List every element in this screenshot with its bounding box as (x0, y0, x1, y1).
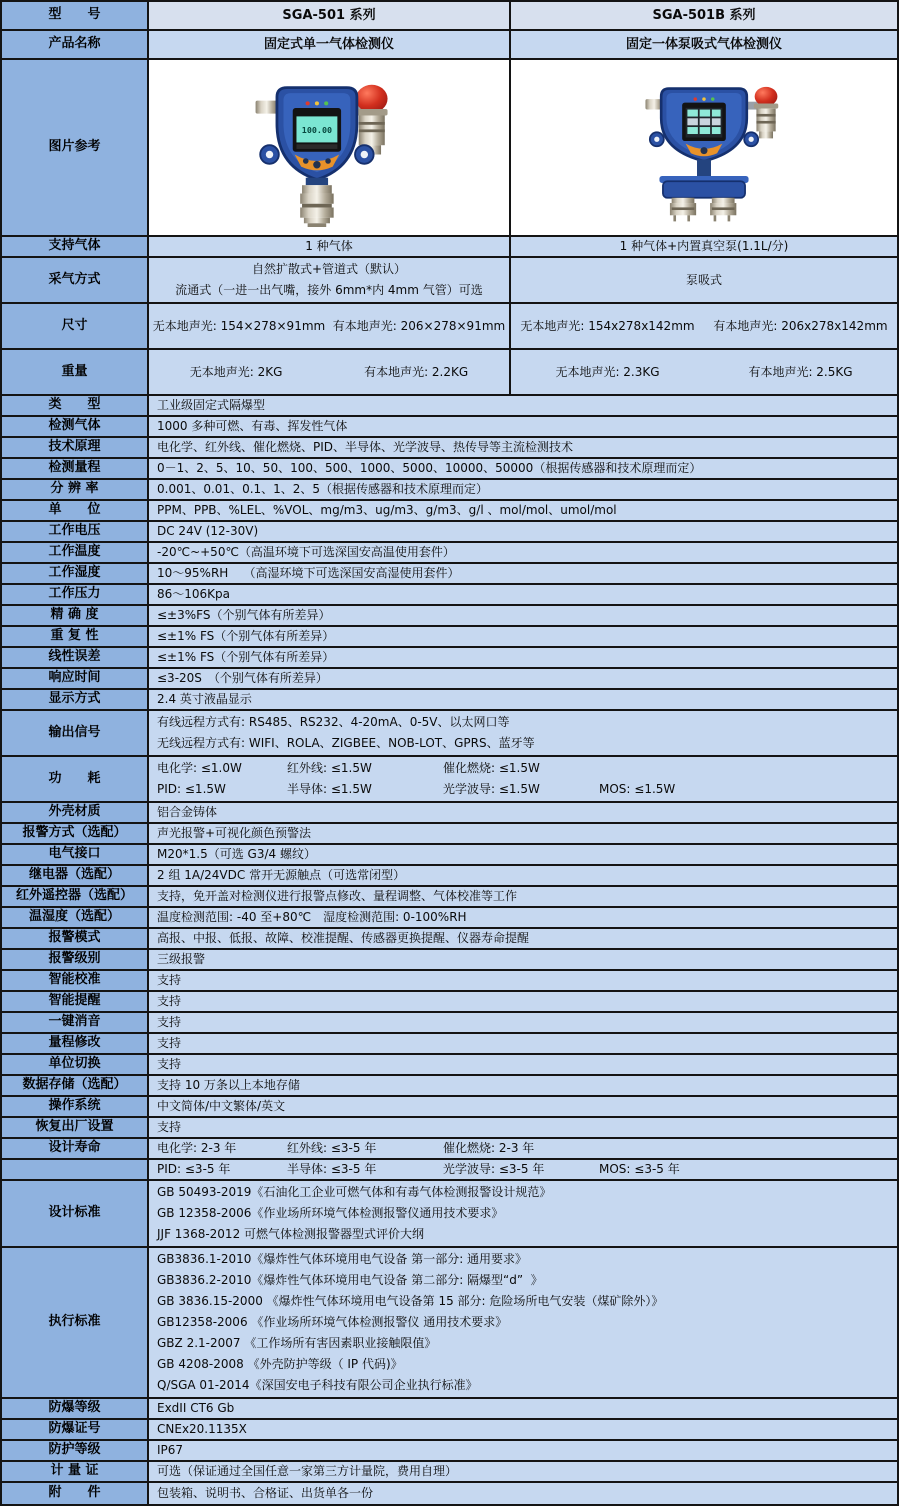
value-cell (149, 1483, 897, 1504)
product-image-sga501b (621, 68, 787, 228)
value-cell (149, 887, 897, 906)
device-body (661, 88, 747, 161)
value-cell (149, 606, 897, 625)
row-value-item: 红外线: ≤1.5W (287, 761, 372, 775)
value-cell (149, 950, 897, 969)
value-cell (149, 1076, 897, 1095)
row-label: 检测气体 (2, 417, 149, 436)
row-value-item: MOS: ≤1.5W (599, 782, 676, 796)
row-value-line: 支持 (157, 1057, 182, 1071)
row-value-line: 有本地声光: 206×278×91mm (332, 318, 506, 333)
table-row (2, 1399, 897, 1420)
row-label: 技术原理 (2, 438, 149, 457)
table-row (2, 522, 897, 543)
value-cell (149, 627, 897, 646)
row-value-line: 铝合金铸体 (157, 805, 218, 819)
row-value-line: 中文简体/中文繁体/英文 (157, 1099, 286, 1113)
row-label: 智能校准 (2, 971, 149, 990)
value-cell (149, 803, 897, 822)
row-value-line: SGA-501 系列 (282, 8, 376, 23)
value-cell (149, 459, 897, 478)
value-cell-left (149, 304, 511, 348)
row-label: 红外遥控器（选配） (2, 887, 149, 906)
table-row (2, 1248, 897, 1399)
table-row (2, 438, 897, 459)
table-row (2, 1483, 897, 1504)
row-value-line: 支持，免开盖对检测仪进行报警点修改、量程调整、气体校准等工作 (157, 889, 518, 903)
table-row (2, 606, 897, 627)
value-cell (149, 669, 897, 688)
value-cell (149, 522, 897, 541)
value-cell (149, 1420, 897, 1439)
row-value-line: 支持 (157, 1036, 182, 1050)
row-value-line: 无本地声光: 2.3KG (555, 364, 660, 379)
row-label: 功 耗 (2, 757, 149, 801)
row-label: 精 确 度 (2, 606, 149, 625)
row-value-line: 2 组 1A/24VDC 常开无源触点（可选常闭型） (157, 868, 406, 882)
table-row (2, 1097, 897, 1118)
row-value-line: ≤±1% FS（个别气体有所差异） (157, 629, 335, 643)
table-row (2, 690, 897, 711)
row-label: 报警模式 (2, 929, 149, 948)
table-row (2, 564, 897, 585)
row-label: 量程修改 (2, 1034, 149, 1053)
table-row (2, 31, 897, 60)
table-row (2, 1160, 897, 1181)
value-cell (149, 992, 897, 1011)
row-value-line: 流通式（一进一出气嘴，接外 6mm*内 4mm 气管）可选 (175, 283, 483, 297)
row-label: 防爆证号 (2, 1420, 149, 1439)
device-body (277, 87, 357, 179)
value-cell (149, 908, 897, 927)
row-label: 恢复出厂设置 (2, 1118, 149, 1137)
table-row (2, 803, 897, 824)
table-row (2, 396, 897, 417)
image-cell-sga501 (149, 60, 511, 235)
table-row (2, 950, 897, 971)
table-row (2, 908, 897, 929)
row-value-line: GB12358-2006 《作业场所环境气体检测报警仪 通用技术要求》 (157, 1315, 508, 1329)
pump-sensors (670, 197, 736, 221)
row-value-item: 红外线: ≤3-5 年 (287, 1141, 377, 1155)
row-value-line: 有本地声光: 2.2KG (364, 364, 469, 379)
device-screen (293, 108, 341, 152)
row-value-line (157, 1160, 897, 1179)
row-value-line: Q/SGA 01-2014《深国安电子科技有限公司企业执行标准》 (157, 1378, 478, 1392)
product-image-sga501 (250, 68, 408, 228)
table-row (2, 417, 897, 438)
table-row (2, 866, 897, 887)
table-row (2, 350, 897, 396)
table-row (2, 992, 897, 1013)
pump-base (659, 159, 748, 197)
row-label: 响应时间 (2, 669, 149, 688)
value-cell (149, 1055, 897, 1074)
row-label: 类 型 (2, 396, 149, 415)
table-row (2, 237, 897, 258)
value-cell-right (511, 31, 897, 58)
row-value-line: 2.4 英寸液晶显示 (157, 692, 252, 706)
table-row (2, 543, 897, 564)
row-value-line: 工业级固定式隔爆型 (157, 398, 266, 412)
table-row (2, 1462, 897, 1483)
row-value-line: GB3836.2-2010《爆炸性气体环境用电气设备 第二部分: 隔爆型“d” 》 (157, 1273, 543, 1287)
row-value-item: 催化燃烧: ≤1.5W (443, 761, 540, 775)
row-label: 采气方式 (2, 258, 149, 302)
row-value-item: 光学波导: ≤3-5 年 (443, 1162, 545, 1176)
row-label: 操作系统 (2, 1097, 149, 1116)
row-value-item: 半导体: ≤1.5W (287, 782, 372, 796)
row-value-line: GB 12358-2006《作业场所环境气体检测报警仪通用技术要求》 (157, 1206, 504, 1220)
value-cell (149, 1118, 897, 1137)
value-cell (149, 480, 897, 499)
row-value-line: 支持 (157, 1015, 182, 1029)
value-cell (149, 1462, 897, 1481)
row-value-line: 无本地声光: 154×278×91mm (152, 318, 326, 333)
value-cell-right (511, 304, 897, 348)
row-value-line: 1 种气体 (305, 239, 353, 253)
row-value-line: GB 50493-2019《石油化工企业可燃气体和有毒气体检测报警设计规范》 (157, 1185, 552, 1199)
value-cell-left (149, 2, 511, 29)
row-label: 支持气体 (2, 237, 149, 256)
row-label: 重 复 性 (2, 627, 149, 646)
value-cell (149, 824, 897, 843)
row-value-line (157, 758, 897, 779)
value-cell (149, 1248, 897, 1397)
row-label: 工作湿度 (2, 564, 149, 583)
value-cell-right (511, 2, 897, 29)
value-cell (149, 1097, 897, 1116)
table-row (2, 480, 897, 501)
value-cell (149, 866, 897, 885)
row-value-line: 电化学、红外线、催化燃烧、PID、半导体、光学波导、热传导等主流检测技术 (157, 440, 574, 454)
table-row (2, 1181, 897, 1248)
row-label: 尺寸 (2, 304, 149, 348)
row-label: 外壳材质 (2, 803, 149, 822)
row-label: 工作温度 (2, 543, 149, 562)
table-row (2, 60, 897, 237)
value-cell-left (149, 31, 511, 58)
row-label: 电气接口 (2, 845, 149, 864)
row-value-item: 催化燃烧: 2-3 年 (443, 1141, 535, 1155)
value-cell-right (511, 350, 897, 394)
row-label: 单 位 (2, 501, 149, 520)
table-row (2, 669, 897, 690)
row-value-line: GB 4208-2008 《外壳防护等级（ IP 代码)》 (157, 1357, 403, 1371)
row-value-line: 可选（保证通过全国任意一家第三方计量院，费用自理） (157, 1464, 458, 1478)
sensor-head (300, 177, 333, 226)
row-value-line: 包装箱、说明书、合格证、出货单各一份 (157, 1486, 374, 1500)
value-cell (149, 757, 897, 801)
value-cell (149, 396, 897, 415)
value-cell (149, 543, 897, 562)
table-row (2, 929, 897, 950)
value-cell (149, 438, 897, 457)
row-value-line: GBZ 2.1-2007 《工作场所有害因素职业接触限值》 (157, 1336, 437, 1350)
table-row (2, 845, 897, 866)
value-cell (149, 585, 897, 604)
row-label: 附 件 (2, 1483, 149, 1504)
value-cell (149, 1441, 897, 1460)
table-row (2, 2, 897, 31)
row-value-item: MOS: ≤3-5 年 (599, 1162, 680, 1176)
image-cell-sga501b (511, 60, 897, 235)
row-label: 智能提醒 (2, 992, 149, 1011)
row-label: 型 号 (2, 2, 149, 29)
table-row (2, 1420, 897, 1441)
table-row (2, 258, 897, 304)
device-screen-value: 100.00 (301, 124, 333, 135)
table-row (2, 1441, 897, 1462)
row-label: 数据存储（选配） (2, 1076, 149, 1095)
row-value-line: 1000 多种可燃、有毒、挥发性气体 (157, 419, 348, 433)
row-value-line: ≤3-20S （个别气体有所差异） (157, 671, 328, 685)
row-value-line: 固定式单一气体检测仪 (263, 37, 394, 52)
value-cell-right (511, 258, 897, 302)
row-value-line: GB 3836.15-2000 《爆炸性气体环境用电气设备第 15 部分: 危险场所电气安装（煤矿除外）》 (157, 1294, 664, 1308)
row-label: 工作压力 (2, 585, 149, 604)
row-value-line: 无线远程方式有: WIFI、ROLA、ZIGBEE、NOB-LOT、GPRS、蓝牙等 (157, 736, 535, 750)
value-cell-left (149, 237, 511, 256)
table-row (2, 971, 897, 992)
value-cell (149, 1181, 897, 1246)
table-row (2, 824, 897, 845)
row-value-line: ≤±1% FS（个别气体有所差异） (157, 650, 335, 664)
row-label (2, 1160, 149, 1179)
value-cell (149, 929, 897, 948)
row-value-line: 1 种气体+内置真空泵(1.1L/分) (619, 239, 789, 253)
value-cell (149, 564, 897, 583)
value-cell (149, 690, 897, 709)
row-value-line: 声光报警+可视化颜色预警法 (157, 826, 312, 840)
row-value-line: JJF 1368-2012 可燃气体检测报警器型式评价大纲 (157, 1227, 425, 1241)
value-cell (149, 711, 897, 755)
row-label: 执行标准 (2, 1248, 149, 1397)
value-cell (149, 845, 897, 864)
row-value-line: 有线远程方式有: RS485、RS232、4-20mA、0-5V、以太网口等 (157, 715, 510, 729)
row-value-line: 10～95%RH （高湿环境下可选深国安高湿使用套件） (157, 566, 460, 580)
row-value-line: 86～106Kpa (157, 587, 231, 601)
row-value-line: 泵吸式 (685, 272, 722, 287)
row-value-line: ExdII CT6 Gb (157, 1401, 235, 1415)
row-value-line: 自然扩散式+管道式（默认） (251, 262, 407, 276)
row-value-item: PID: ≤1.5W (157, 782, 226, 796)
table-row (2, 1139, 897, 1160)
row-value-line: 三级报警 (157, 952, 206, 966)
value-cell-right (511, 237, 897, 256)
row-value-item: 光学波导: ≤1.5W (443, 782, 540, 796)
value-cell (149, 1160, 897, 1179)
table-row (2, 304, 897, 350)
row-value-line: 支持 (157, 994, 182, 1008)
row-value-line: ≤±3%FS（个别气体有所差异） (157, 608, 331, 622)
table-row (2, 501, 897, 522)
row-label: 防爆等级 (2, 1399, 149, 1418)
row-value-line: 无本地声光: 2KG (189, 364, 283, 379)
row-label: 显示方式 (2, 690, 149, 709)
row-value-line: GB3836.1-2010《爆炸性气体环境用电气设备 第一部分: 通用要求》 (157, 1252, 528, 1266)
value-cell (149, 1399, 897, 1418)
table-row (2, 711, 897, 757)
row-label: 报警级别 (2, 950, 149, 969)
row-label: 报警方式（选配） (2, 824, 149, 843)
table-row (2, 1034, 897, 1055)
value-cell (149, 501, 897, 520)
row-label: 设计标准 (2, 1181, 149, 1246)
row-value-line: 有本地声光: 206x278x142mm (713, 318, 888, 333)
row-value-line: -20℃~+50℃（高温环境下可选深国安高温使用套件） (157, 545, 455, 559)
row-label: 继电器（选配） (2, 866, 149, 885)
row-value-line: 支持 (157, 1120, 182, 1134)
row-value-line: CNEx20.1135X (157, 1422, 247, 1436)
row-label: 设计寿命 (2, 1139, 149, 1158)
row-label: 单位切换 (2, 1055, 149, 1074)
table-row (2, 1076, 897, 1097)
row-value-item: 半导体: ≤3-5 年 (287, 1162, 377, 1176)
row-label: 分 辨 率 (2, 480, 149, 499)
table-row (2, 585, 897, 606)
table-row (2, 627, 897, 648)
row-label: 产品名称 (2, 31, 149, 58)
row-label: 一键消音 (2, 1013, 149, 1032)
row-value-line: DC 24V (12-30V) (157, 524, 259, 538)
value-cell (149, 1034, 897, 1053)
row-value-line: 温度检测范围: -40 至+80℃ 湿度检测范围: 0-100%RH (157, 910, 467, 924)
row-label: 图片参考 (2, 60, 149, 235)
value-cell (149, 417, 897, 436)
row-label: 工作电压 (2, 522, 149, 541)
row-label: 检测量程 (2, 459, 149, 478)
row-label: 温湿度（选配） (2, 908, 149, 927)
row-value-line: 支持 10 万条以上本地存储 (157, 1078, 300, 1092)
side-fitting (256, 100, 278, 113)
row-value-line: 无本地声光: 154x278x142mm (520, 318, 695, 333)
row-value-item: PID: ≤3-5 年 (157, 1162, 231, 1176)
table-row (2, 1118, 897, 1139)
row-value-line (157, 779, 897, 800)
row-value-line: PPM、PPB、%LEL、%VOL、mg/m3、ug/m3、g/m3、g/l 、mol/mol、umol/mol (157, 503, 617, 517)
table-row (2, 1013, 897, 1034)
table-row (2, 459, 897, 480)
value-cell (149, 971, 897, 990)
row-value-line: SGA-501B 系列 (652, 8, 756, 23)
row-value-line (157, 1139, 897, 1158)
row-label: 防护等级 (2, 1441, 149, 1460)
table-row (2, 757, 897, 803)
row-value-item: 电化学: ≤1.0W (157, 761, 242, 775)
row-value-line: 0.001、0.01、0.1、1、2、5（根据传感器和技术原理而定） (157, 482, 489, 496)
row-value-line: 固定一体泵吸式气体检测仪 (625, 37, 782, 52)
row-label: 重量 (2, 350, 149, 394)
value-cell-left (149, 350, 511, 394)
table-row (2, 1055, 897, 1076)
value-cell (149, 1013, 897, 1032)
row-value-line: 支持 (157, 973, 182, 987)
row-value-line: 高报、中报、低报、故障、校准提醒、传感器更换提醒、仪器寿命提醒 (157, 931, 530, 945)
row-value-line: M20*1.5（可选 G3/4 螺纹） (157, 847, 316, 861)
row-label: 计 量 证 (2, 1462, 149, 1481)
table-row (2, 648, 897, 669)
row-value-line: 0－1、2、5、10、50、100、500、1000、5000、10000、50000（根据传感器和技术原理而定） (157, 461, 702, 475)
table-row (2, 887, 897, 908)
device-screen (682, 102, 726, 140)
row-value-item: 电化学: 2-3 年 (157, 1141, 237, 1155)
row-value-line: 有本地声光: 2.5KG (748, 364, 853, 379)
value-cell-left (149, 258, 511, 302)
value-cell (149, 648, 897, 667)
row-value-line: IP67 (157, 1443, 184, 1457)
row-label: 输出信号 (2, 711, 149, 755)
row-label: 线性误差 (2, 648, 149, 667)
value-cell (149, 1139, 897, 1158)
